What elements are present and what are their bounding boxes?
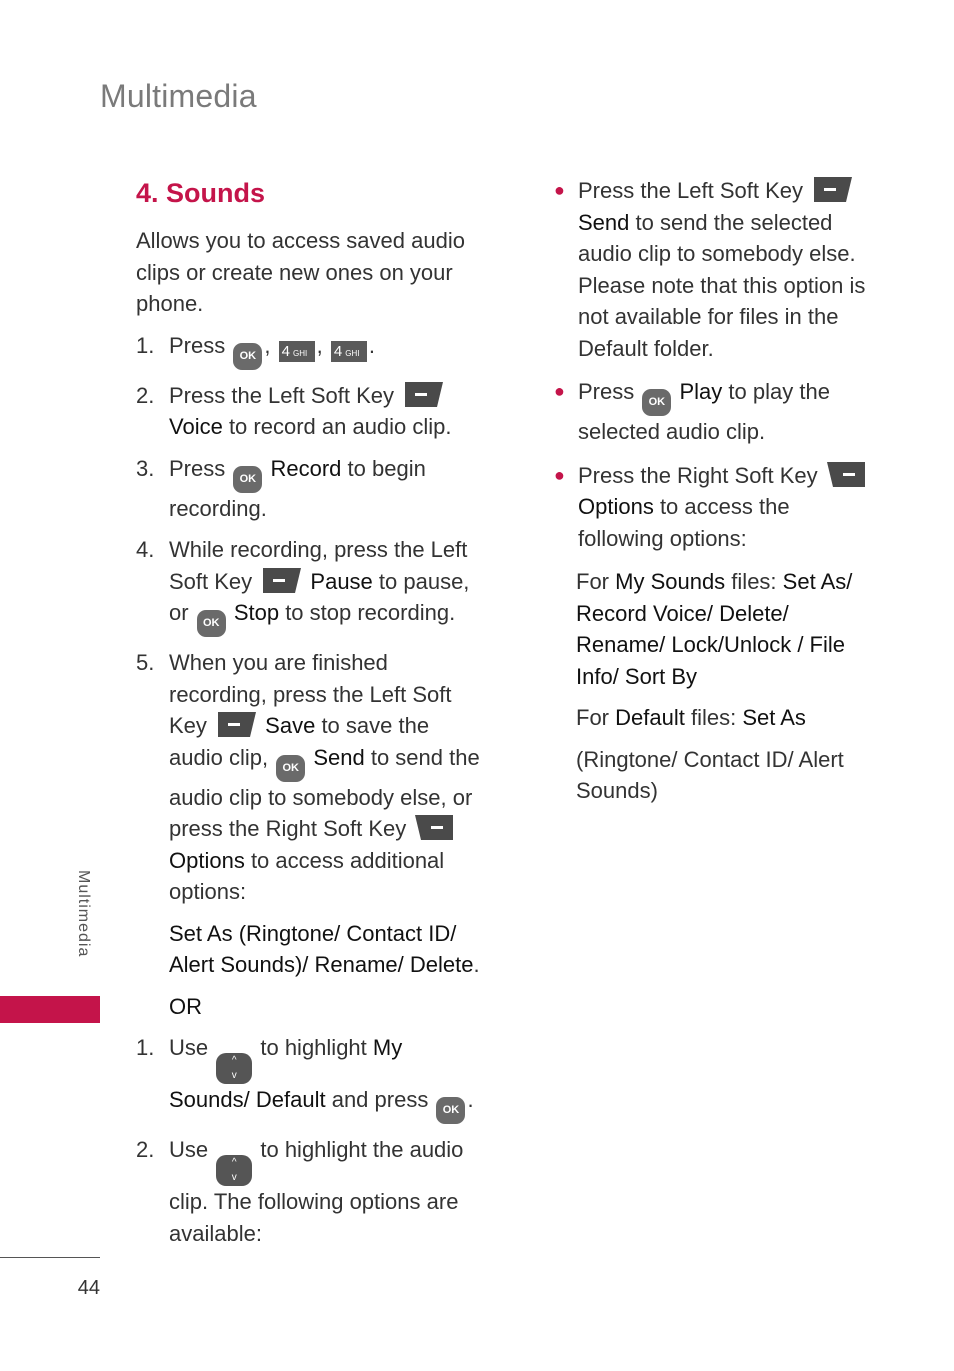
key-letters: GHI bbox=[345, 348, 360, 358]
step-2 bbox=[136, 380, 488, 443]
menu-term: Voice bbox=[169, 414, 223, 439]
options-text-part: For bbox=[576, 569, 609, 594]
right-column bbox=[552, 175, 872, 817]
ok-key-icon: OK bbox=[436, 1097, 465, 1124]
left-column bbox=[136, 175, 488, 1259]
bullet-text-part: Press bbox=[578, 379, 635, 404]
step-text bbox=[169, 330, 488, 370]
page-title: Multimedia bbox=[100, 78, 257, 114]
bullet-text-part: to send the selected audio clip to somebody else. Please note that this option is not available for files in the Default folder. bbox=[578, 209, 866, 361]
four-ghi-key-icon bbox=[331, 341, 367, 362]
step-text-part: to begin recording. bbox=[169, 455, 426, 521]
options-text-part: files: bbox=[725, 569, 777, 594]
ok-key-icon: OK bbox=[197, 610, 226, 637]
step-text-part: . bbox=[467, 1087, 474, 1112]
step-text-part: Press bbox=[169, 455, 226, 481]
step-number: 1. bbox=[136, 1035, 155, 1060]
key-digit: 4 bbox=[333, 342, 343, 360]
bullet-text bbox=[578, 376, 872, 448]
menu-term-separator: / bbox=[243, 1087, 250, 1112]
left-soft-key-icon bbox=[811, 176, 853, 203]
step-3 bbox=[136, 453, 488, 525]
ok-key-icon: OK bbox=[233, 466, 262, 493]
my-sounds-options bbox=[576, 566, 872, 692]
step-text-part: to save the audio clip, bbox=[169, 713, 430, 770]
bullet-text bbox=[578, 175, 872, 364]
or-separator: OR bbox=[169, 993, 202, 1019]
step-text-part: Use bbox=[169, 1035, 209, 1060]
step-text-part: Press the Left Soft Key bbox=[169, 382, 395, 408]
options-list: Set As/ Record Voice/ Delete/ Rename/ Lock/Unlock / File Info/ Sort By bbox=[576, 569, 853, 689]
key-letters: GHI bbox=[292, 348, 308, 358]
step-text-part: to highlight bbox=[254, 1035, 367, 1060]
side-section-label: Multimedia bbox=[75, 870, 92, 958]
ok-key-icon: OK bbox=[233, 343, 262, 370]
menu-term: Stop bbox=[233, 600, 280, 625]
nav-key-icon bbox=[216, 1155, 252, 1186]
section-intro: Allows you to access saved audio clips or create new ones on your phone. bbox=[136, 228, 465, 316]
options-text-part: For bbox=[576, 705, 609, 730]
menu-term: My Sounds bbox=[615, 569, 726, 594]
ok-key-icon: OK bbox=[642, 389, 671, 416]
step-text-part: and press bbox=[325, 1087, 429, 1112]
step-text-part: to pause, or bbox=[169, 568, 470, 625]
menu-term: Options bbox=[578, 494, 654, 519]
step-number: 5. bbox=[136, 650, 155, 675]
bullet-text bbox=[578, 460, 872, 555]
step-number: 1. bbox=[136, 332, 155, 358]
bullet-text-part: to access the following options: bbox=[578, 494, 790, 551]
footer-divider bbox=[0, 1257, 100, 1258]
step-text-part: . bbox=[368, 332, 375, 358]
step-text-part: to stop recording. bbox=[279, 600, 456, 625]
bullet-send bbox=[552, 175, 872, 364]
step-text-part: Press bbox=[169, 332, 226, 358]
nav-down-arrow: v bbox=[231, 1070, 237, 1081]
nav-up-arrow: ^ bbox=[231, 1157, 237, 1168]
step-text-part: While recording, press the Left Soft Key bbox=[169, 537, 468, 594]
right-soft-key-icon bbox=[414, 814, 456, 841]
nav-up-arrow: ^ bbox=[231, 1055, 237, 1066]
step-text-part: , bbox=[316, 332, 323, 358]
step-number: 2. bbox=[136, 382, 155, 408]
menu-term: Save bbox=[265, 713, 316, 738]
menu-term: Default bbox=[615, 705, 685, 730]
alt-step-1 bbox=[136, 1032, 488, 1124]
page-number: 44 bbox=[77, 1277, 100, 1299]
nav-down-arrow: v bbox=[231, 1172, 237, 1183]
alt-step-2 bbox=[136, 1134, 488, 1249]
default-options-list: (Ringtone/ Contact ID/ Alert Sounds) bbox=[576, 746, 844, 803]
key-digit: 4 bbox=[281, 342, 290, 360]
menu-term: Send bbox=[578, 209, 630, 235]
bullet-text-part: Press the Left Soft Key bbox=[578, 178, 804, 203]
step-text-part: to access additional options: bbox=[169, 847, 445, 904]
bullet-dot-icon: ● bbox=[554, 381, 565, 401]
step-text-part: , bbox=[264, 332, 271, 358]
options-text-part: files: bbox=[684, 705, 737, 730]
step-number: 4. bbox=[136, 537, 155, 562]
bullet-dot-icon: ● bbox=[554, 180, 565, 200]
menu-term: Default bbox=[255, 1087, 326, 1112]
menu-term: Options bbox=[169, 847, 245, 873]
nav-key-icon bbox=[216, 1053, 252, 1084]
section-heading: 4. Sounds bbox=[136, 178, 266, 208]
step-text bbox=[169, 534, 488, 637]
step-text bbox=[169, 1134, 488, 1249]
left-soft-key-icon bbox=[215, 711, 257, 738]
four-ghi-key-icon bbox=[279, 341, 315, 362]
menu-term: My Sounds bbox=[169, 1035, 403, 1112]
left-soft-key-icon bbox=[402, 381, 444, 408]
alternate-steps-list bbox=[136, 1032, 488, 1249]
step-text bbox=[169, 380, 488, 443]
options-list: Set As (Ringtone/ Contact ID/ Alert Sounds)/ Rename/ Delete bbox=[169, 920, 474, 977]
step-1 bbox=[136, 330, 488, 370]
ok-key-icon: OK bbox=[276, 755, 305, 782]
step-text-part: to record an audio clip. bbox=[222, 414, 452, 439]
step-number: 2. bbox=[136, 1137, 155, 1162]
menu-term: Record bbox=[270, 455, 342, 481]
bullet-text-part: to play the selected audio clip. bbox=[578, 379, 830, 444]
side-tab-marker bbox=[0, 996, 100, 1023]
default-options bbox=[576, 702, 872, 734]
right-soft-key-icon bbox=[826, 461, 868, 488]
step-number: 3. bbox=[136, 455, 155, 481]
bullet-options bbox=[552, 460, 872, 555]
step-text bbox=[169, 453, 488, 525]
left-soft-key-icon bbox=[260, 567, 302, 594]
step-5 bbox=[136, 647, 488, 908]
bullet-dot-icon: ● bbox=[554, 464, 565, 485]
menu-term: Pause bbox=[310, 568, 373, 594]
options-list: Set As bbox=[742, 705, 806, 730]
menu-term: Send bbox=[313, 744, 365, 770]
step-text-part: to send the audio clip to somebody else, or press the Right Soft Key bbox=[169, 744, 480, 841]
step-text-part: to highlight the audio clip. The following options are available: bbox=[169, 1137, 464, 1246]
bullet-play bbox=[552, 376, 872, 448]
step-4 bbox=[136, 534, 488, 637]
menu-term: Play bbox=[679, 379, 723, 404]
additional-options bbox=[169, 918, 488, 981]
step-text-part: When you are finished recording, press the Left Soft Key bbox=[169, 650, 452, 738]
bullet-text-part: Press the Right Soft Key bbox=[578, 462, 818, 488]
step-text-part: Use bbox=[169, 1137, 209, 1162]
options-period: . bbox=[473, 952, 480, 977]
step-text bbox=[169, 647, 488, 908]
step-text bbox=[169, 1032, 488, 1124]
steps-list bbox=[136, 330, 488, 908]
